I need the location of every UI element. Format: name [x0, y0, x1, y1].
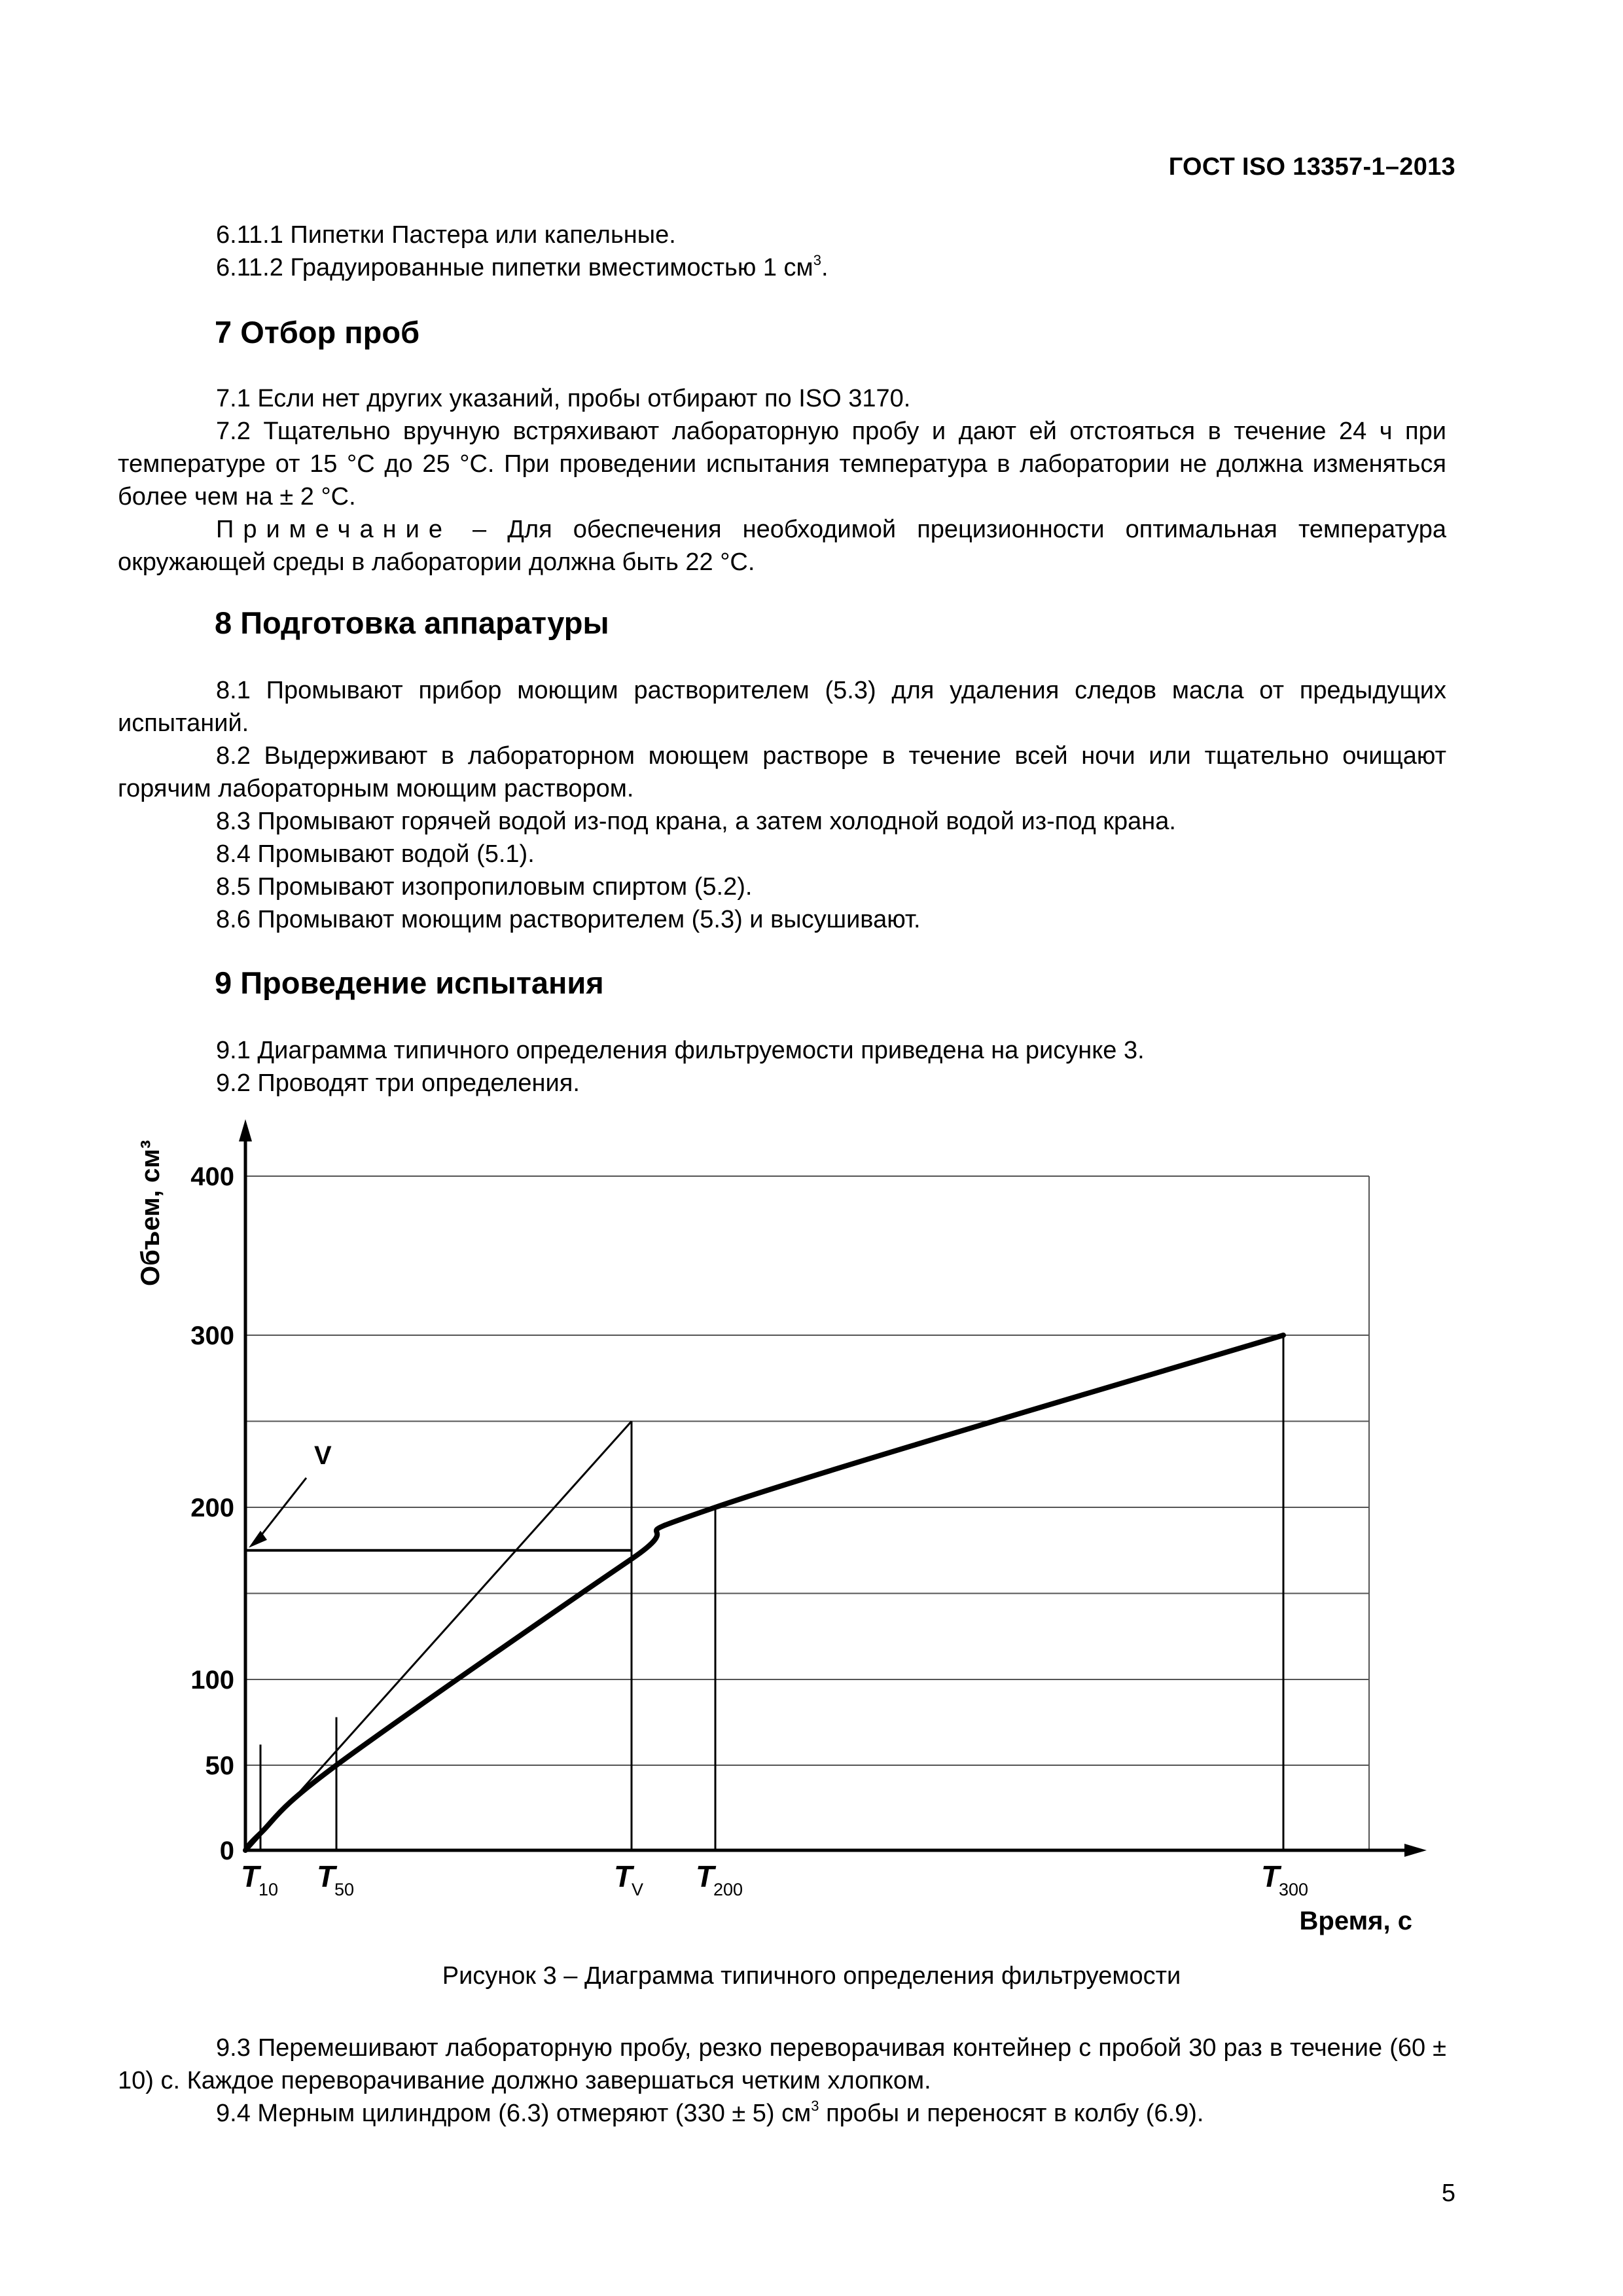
x-marker-letter: T [241, 1859, 260, 1893]
section-7-heading: 7 Отбор проб [215, 315, 420, 350]
paragraph-8-4: 8.4 Промывают водой (5.1). [216, 840, 535, 868]
y-axis-arrow [239, 1119, 252, 1141]
paragraph-9-4: 9.4 Мерным цилиндром (6.3) отмеряют (330 ± 5) $см^3$ пробы и переносят в колбу (6.9). [216, 2098, 1204, 2127]
standard-code-header: ГОСТ ISO 13357-1–2013 [1168, 153, 1455, 181]
v-annotation-label: V [314, 1441, 332, 1470]
paragraph-8-2: 8.2 Выдерживают в лабораторном моющем растворе в течение всей ночи или тщательно очищают горячим лабораторным моющим раствором. [118, 742, 1446, 802]
section-9-heading: 9 Проведение испытания [215, 965, 604, 1000]
paragraph-8-3: 8.3 Промывают горячей водой из-под крана, а затем холодной водой из-под крана. [216, 808, 1176, 835]
paragraph-7-1: 7.1 Если нет других указаний, пробы отбирают по ISO 3170. [216, 385, 911, 412]
superscript: 3 [811, 2098, 819, 2114]
note-text: – Для обеспечения необходимой прецизионности оптимальная температура окружающей среды в лаборатории должна быть 22 °С. [118, 516, 1446, 576]
note-label: Примечание [216, 516, 452, 543]
v-annotation-arrowhead [249, 1531, 267, 1548]
paragraph-7-2: 7.2 Тщательно вручную встряхивают лабораторную пробу и дают ей отстояться в течение 24 ч при температуре от 15 °С до 25 °С. При проведении испытания температура в лаборатории не должна изменяться более чем на ± 2 °С. [118, 418, 1446, 511]
section-8-heading: 8 Подготовка аппаратуры [215, 605, 609, 640]
paragraph-8-5: 8.5 Промывают изопропиловым спиртом (5.2). [216, 873, 753, 901]
figure-caption: Рисунок 3 – Диаграмма типичного определения фильтруемости [442, 1962, 1181, 1990]
paragraph-6-11-2: 6.11.2 Градуированные пипетки вместимостью 1 $см^3$. [216, 252, 829, 281]
y-tick-label: 200 [190, 1494, 234, 1522]
y-tick-label: 400 [190, 1162, 234, 1191]
x-axis-arrow [1404, 1844, 1427, 1857]
y-tick-label: 100 [190, 1666, 234, 1695]
x-marker-subscript: V [632, 1880, 644, 1899]
superscript: 3 [813, 252, 821, 268]
x-axis-label: Время, с [1299, 1907, 1412, 1935]
paragraph-9-3: 9.3 Перемешивают лабораторную пробу, резко переворачивая контейнер с пробой 30 раз в течение (60 ± 10) с. Каждое переворачивание должно завершаться четким хлопком. [118, 2034, 1446, 2094]
y-tick-label: 0 [219, 1837, 234, 1865]
x-marker-subscript: 300 [1279, 1880, 1309, 1899]
x-marker-letter: T [696, 1859, 715, 1893]
x-marker-subscript: 200 [713, 1880, 743, 1899]
x-marker-letter: T [317, 1859, 336, 1893]
paragraph-6-11-1: 6.11.1 Пипетки Пастера или капельные. [216, 221, 676, 249]
y-tick-label: 300 [190, 1321, 234, 1350]
page-number: 5 [1441, 2179, 1455, 2207]
x-marker-subscript: 50 [334, 1880, 355, 1899]
x-marker-letter: T [1261, 1859, 1280, 1893]
y-axis-label: Объем, см³ [136, 1139, 165, 1286]
paragraph-9-1: 9.1 Диаграмма типичного определения фильтруемости приведена на рисунке 3. [216, 1037, 1145, 1064]
paragraph-9-2: 9.2 Проводят три определения. [216, 1069, 580, 1097]
v-annotation-arrow [257, 1478, 306, 1541]
tangent-line [247, 1422, 632, 1851]
y-tick-label: 50 [205, 1751, 234, 1780]
paragraph-8-1: 8.1 Промывают прибор моющим растворителем (5.3) для удаления следов масла от предыдущих испытаний. [118, 677, 1446, 737]
paragraph-8-6: 8.6 Промывают моющим растворителем (5.3) и высушивают. [216, 906, 921, 933]
x-marker-letter: T [614, 1859, 633, 1893]
x-marker-subscript: 10 [259, 1880, 279, 1899]
